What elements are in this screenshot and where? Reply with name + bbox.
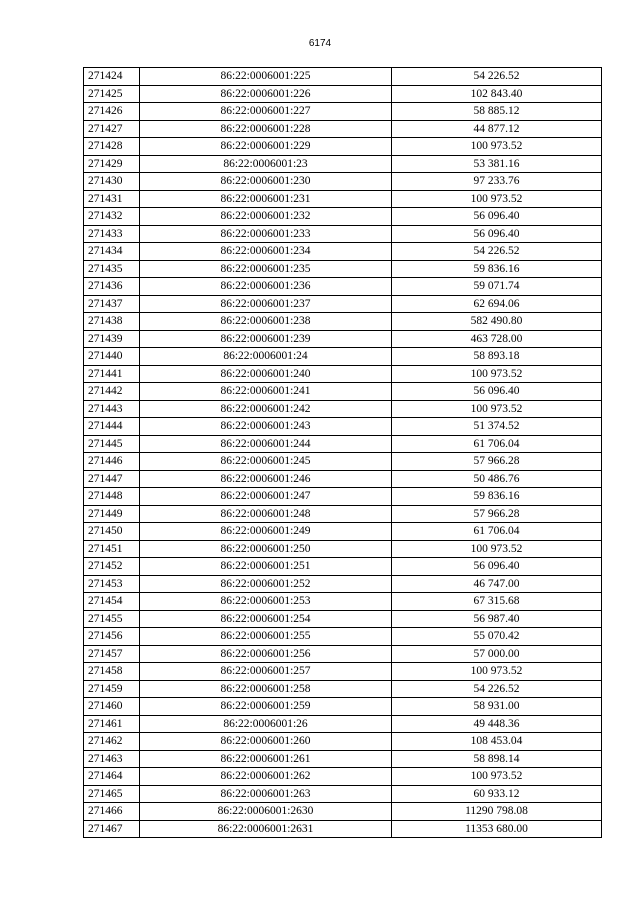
table-row [84,680,602,698]
cadastral-number-cell: 86:22:0006001:252 [140,575,392,593]
cadastral-value-cell: 58 893.18 [392,348,602,366]
cadastral-value-cell: 61 706.04 [392,523,602,541]
cadastral-value-cell: 582 490.80 [392,313,602,331]
table-row [84,663,602,681]
cadastral-number-cell: 86:22:0006001:230 [140,173,392,191]
row-number-cell: 271456 [84,628,140,646]
cadastral-number-cell: 86:22:0006001:228 [140,120,392,138]
cadastral-value-cell: 58 931.00 [392,698,602,716]
table-row [84,68,602,86]
cadastral-value-cell: 57 000.00 [392,645,602,663]
row-number-cell: 271427 [84,120,140,138]
cadastral-value-cell: 54 226.52 [392,243,602,261]
page-number: 6174 [308,38,332,49]
row-number-cell: 271434 [84,243,140,261]
table-row [84,435,602,453]
table-row [84,593,602,611]
cadastral-number-cell: 86:22:0006001:249 [140,523,392,541]
cadastral-value-cell: 57 966.28 [392,505,602,523]
cadastral-value-cell: 56 987.40 [392,610,602,628]
cadastral-number-cell: 86:22:0006001:229 [140,138,392,156]
cadastral-value-cell: 59 071.74 [392,278,602,296]
row-number-cell: 271432 [84,208,140,226]
table-row [84,785,602,803]
row-number-cell: 271435 [84,260,140,278]
table-row [84,540,602,558]
table-row [84,243,602,261]
cadastral-number-cell: 86:22:0006001:26 [140,715,392,733]
cadastral-value-cell: 53 381.16 [392,155,602,173]
row-number-cell: 271448 [84,488,140,506]
table-row [84,365,602,383]
cadastral-value-cell: 100 973.52 [392,190,602,208]
table-row [84,85,602,103]
cadastral-value-cell: 100 973.52 [392,400,602,418]
table-row [84,453,602,471]
row-number-cell: 271424 [84,68,140,86]
row-number-cell: 271437 [84,295,140,313]
cadastral-number-cell: 86:22:0006001:240 [140,365,392,383]
cadastral-number-cell: 86:22:0006001:234 [140,243,392,261]
cadastral-value-cell: 49 448.36 [392,715,602,733]
row-number-cell: 271453 [84,575,140,593]
cadastral-number-cell: 86:22:0006001:231 [140,190,392,208]
cadastral-number-cell: 86:22:0006001:244 [140,435,392,453]
cadastral-number-cell: 86:22:0006001:241 [140,383,392,401]
cadastral-value-cell: 56 096.40 [392,208,602,226]
row-number-cell: 271457 [84,645,140,663]
table-row [84,400,602,418]
table-row [84,103,602,121]
table-row [84,278,602,296]
cadastral-number-cell: 86:22:0006001:259 [140,698,392,716]
table-row [84,418,602,436]
table-row [84,803,602,821]
table-row [84,628,602,646]
cadastral-number-cell: 86:22:0006001:242 [140,400,392,418]
row-number-cell: 271466 [84,803,140,821]
row-number-cell: 271445 [84,435,140,453]
row-number-cell: 271458 [84,663,140,681]
cadastral-value-cell: 58 885.12 [392,103,602,121]
cadastral-number-cell: 86:22:0006001:237 [140,295,392,313]
cadastral-number-cell: 86:22:0006001:2631 [140,820,392,838]
cadastral-number-cell: 86:22:0006001:232 [140,208,392,226]
cadastral-value-cell: 51 374.52 [392,418,602,436]
cadastral-number-cell: 86:22:0006001:247 [140,488,392,506]
table-body [84,68,602,838]
row-number-cell: 271428 [84,138,140,156]
row-number-cell: 271431 [84,190,140,208]
cadastral-value-cell: 102 843.40 [392,85,602,103]
cadastral-value-cell: 62 694.06 [392,295,602,313]
cadastral-value-cell: 50 486.76 [392,470,602,488]
cadastral-value-cell: 56 096.40 [392,558,602,576]
row-number-cell: 271447 [84,470,140,488]
row-number-cell: 271433 [84,225,140,243]
row-number-cell: 271451 [84,540,140,558]
row-number-cell: 271454 [84,593,140,611]
table-row [84,698,602,716]
row-number-cell: 271452 [84,558,140,576]
cadastral-number-cell: 86:22:0006001:245 [140,453,392,471]
row-number-cell: 271465 [84,785,140,803]
cadastral-value-cell: 61 706.04 [392,435,602,453]
cadastral-value-cell: 100 973.52 [392,663,602,681]
table-row [84,155,602,173]
cadastral-number-cell: 86:22:0006001:254 [140,610,392,628]
row-number-cell: 271440 [84,348,140,366]
table-row [84,575,602,593]
row-number-cell: 271464 [84,768,140,786]
row-number-cell: 271463 [84,750,140,768]
cadastral-number-cell: 86:22:0006001:253 [140,593,392,611]
cadastral-number-cell: 86:22:0006001:233 [140,225,392,243]
table-row [84,488,602,506]
table-row [84,330,602,348]
cadastral-number-cell: 86:22:0006001:251 [140,558,392,576]
cadastral-number-cell: 86:22:0006001:238 [140,313,392,331]
cadastral-value-cell: 100 973.52 [392,365,602,383]
row-number-cell: 271467 [84,820,140,838]
table-row [84,750,602,768]
table-row [84,610,602,628]
cadastral-value-cell: 59 836.16 [392,260,602,278]
cadastral-value-cell: 463 728.00 [392,330,602,348]
row-number-cell: 271443 [84,400,140,418]
row-number-cell: 271425 [84,85,140,103]
cadastral-value-cell: 11353 680.00 [392,820,602,838]
cadastral-value-cell: 57 966.28 [392,453,602,471]
cadastral-number-cell: 86:22:0006001:257 [140,663,392,681]
row-number-cell: 271446 [84,453,140,471]
cadastral-number-cell: 86:22:0006001:262 [140,768,392,786]
row-number-cell: 271430 [84,173,140,191]
cadastral-value-cell: 100 973.52 [392,540,602,558]
cadastral-number-cell: 86:22:0006001:235 [140,260,392,278]
row-number-cell: 271429 [84,155,140,173]
cadastral-number-cell: 86:22:0006001:23 [140,155,392,173]
cadastral-number-cell: 86:22:0006001:227 [140,103,392,121]
table-row [84,120,602,138]
table-row [84,348,602,366]
row-number-cell: 271449 [84,505,140,523]
table-row [84,208,602,226]
table-row [84,173,602,191]
table-row [84,820,602,838]
cadastral-value-cell: 58 898.14 [392,750,602,768]
table-row [84,225,602,243]
cadastral-number-cell: 86:22:0006001:236 [140,278,392,296]
table-row [84,558,602,576]
cadastral-value-cell: 46 747.00 [392,575,602,593]
row-number-cell: 271460 [84,698,140,716]
table-row [84,523,602,541]
cadastral-value-cell: 56 096.40 [392,383,602,401]
cadastral-number-cell: 86:22:0006001:246 [140,470,392,488]
cadastral-value-cell: 67 315.68 [392,593,602,611]
table-row [84,645,602,663]
cadastral-number-cell: 86:22:0006001:239 [140,330,392,348]
cadastral-value-cell: 54 226.52 [392,68,602,86]
cadastral-value-cell: 55 070.42 [392,628,602,646]
table-row [84,313,602,331]
cadastral-number-cell: 86:22:0006001:24 [140,348,392,366]
cadastral-number-cell: 86:22:0006001:256 [140,645,392,663]
cadastral-value-cell: 44 877.12 [392,120,602,138]
table-row [84,260,602,278]
cadastral-number-cell: 86:22:0006001:250 [140,540,392,558]
row-number-cell: 271462 [84,733,140,751]
row-number-cell: 271459 [84,680,140,698]
table-row [84,295,602,313]
row-number-cell: 271444 [84,418,140,436]
cadastral-value-cell: 11290 798.08 [392,803,602,821]
cadastral-number-cell: 86:22:0006001:248 [140,505,392,523]
cadastral-value-cell: 97 233.76 [392,173,602,191]
row-number-cell: 271438 [84,313,140,331]
cadastral-number-cell: 86:22:0006001:260 [140,733,392,751]
cadastral-number-cell: 86:22:0006001:225 [140,68,392,86]
row-number-cell: 271426 [84,103,140,121]
table-row [84,383,602,401]
row-number-cell: 271439 [84,330,140,348]
row-number-cell: 271455 [84,610,140,628]
table-row [84,768,602,786]
cadastral-value-cell: 100 973.52 [392,768,602,786]
cadastral-value-cell: 60 933.12 [392,785,602,803]
table-row [84,715,602,733]
row-number-cell: 271461 [84,715,140,733]
cadastral-number-cell: 86:22:0006001:261 [140,750,392,768]
table-row [84,138,602,156]
cadastral-number-cell: 86:22:0006001:226 [140,85,392,103]
cadastral-value-table [83,67,602,838]
cadastral-number-cell: 86:22:0006001:2630 [140,803,392,821]
cadastral-value-cell: 108 453.04 [392,733,602,751]
table-row [84,733,602,751]
row-number-cell: 271442 [84,383,140,401]
row-number-cell: 271450 [84,523,140,541]
table-row [84,505,602,523]
table-row [84,470,602,488]
table-row [84,190,602,208]
cadastral-number-cell: 86:22:0006001:263 [140,785,392,803]
cadastral-number-cell: 86:22:0006001:255 [140,628,392,646]
row-number-cell: 271441 [84,365,140,383]
cadastral-value-cell: 100 973.52 [392,138,602,156]
cadastral-number-cell: 86:22:0006001:258 [140,680,392,698]
cadastral-number-cell: 86:22:0006001:243 [140,418,392,436]
cadastral-value-cell: 56 096.40 [392,225,602,243]
cadastral-value-cell: 54 226.52 [392,680,602,698]
cadastral-value-cell: 59 836.16 [392,488,602,506]
row-number-cell: 271436 [84,278,140,296]
